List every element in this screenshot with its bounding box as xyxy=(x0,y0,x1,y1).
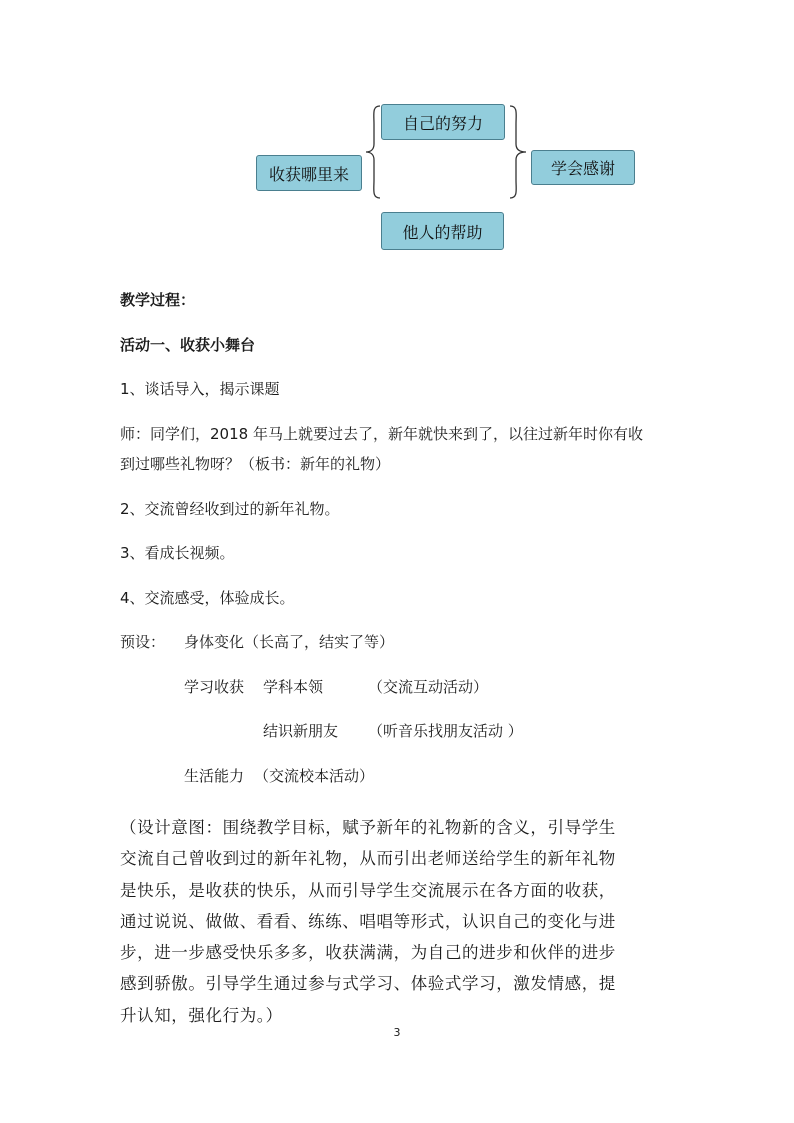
page-number: 3 xyxy=(393,1026,401,1039)
preset-new-friends: 结识新朋友 xyxy=(263,722,339,740)
step-4: 4、交流感受，体验成长。 xyxy=(120,589,295,607)
design-intent-line: 感到骄傲。引导学生通过参与式学习、体验式学习，激发情感，提 xyxy=(120,974,616,994)
preset-new-friends-note: （听音乐找朋友活动 ） xyxy=(368,722,523,740)
design-intent-line: 通过说说、做做、看看、练练、唱唱等形式，认识自己的变化与进 xyxy=(120,911,616,931)
heading-process: 教学过程： xyxy=(120,291,196,309)
result-box: 学会感谢 xyxy=(531,150,635,185)
design-intent-line: 交流自己曾收到过的新年礼物，从而引出老师送给学生的新年礼物 xyxy=(120,849,616,869)
design-intent-line: （设计意图：围绕教学目标，赋予新年的礼物新的含义，引导学生 xyxy=(120,818,616,837)
left-brace xyxy=(364,104,382,200)
design-intent-line: 升认知，强化行为。） xyxy=(120,1005,283,1025)
preset-study-gain: 学习收获 xyxy=(184,678,245,696)
top-box: 自己的努力 xyxy=(381,104,505,140)
step-2: 2、交流曾经收到过的新年礼物。 xyxy=(120,500,340,518)
preset-body-change: 身体变化（长高了，结实了等） xyxy=(184,633,395,651)
preset-label: 预设： xyxy=(120,633,166,651)
step-1: 1、谈话导入，揭示课题 xyxy=(120,380,280,398)
right-brace xyxy=(508,104,528,200)
design-intent xyxy=(120,812,680,1031)
step-3: 3、看成长视频。 xyxy=(120,544,235,562)
design-intent-line: 是快乐，是收获的快乐，从而引导学生交流展示在各方面的收获， xyxy=(120,880,616,900)
preset-subject-skill-note: （交流互动活动） xyxy=(368,678,489,696)
preset-life-ability-note: （交流校本活动） xyxy=(254,767,375,785)
teacher-line-2: 到过哪些礼物呀？（板书：新年的礼物） xyxy=(120,455,391,473)
bottom-box: 他人的帮助 xyxy=(381,212,504,250)
preset-life-ability: 生活能力 xyxy=(184,767,245,785)
activity-title: 活动一、收获小舞台 xyxy=(120,336,256,354)
teacher-line-1: 师：同学们，2018 年马上就要过去了，新年就快来到了，以往过新年时你有收 xyxy=(120,425,643,443)
design-intent-line: 步，进一步感受快乐多多，收获满满，为自己的进步和伙伴的进步 xyxy=(120,943,616,963)
source-box: 收获哪里来 xyxy=(256,155,362,191)
preset-subject-skill: 学科本领 xyxy=(263,678,324,696)
